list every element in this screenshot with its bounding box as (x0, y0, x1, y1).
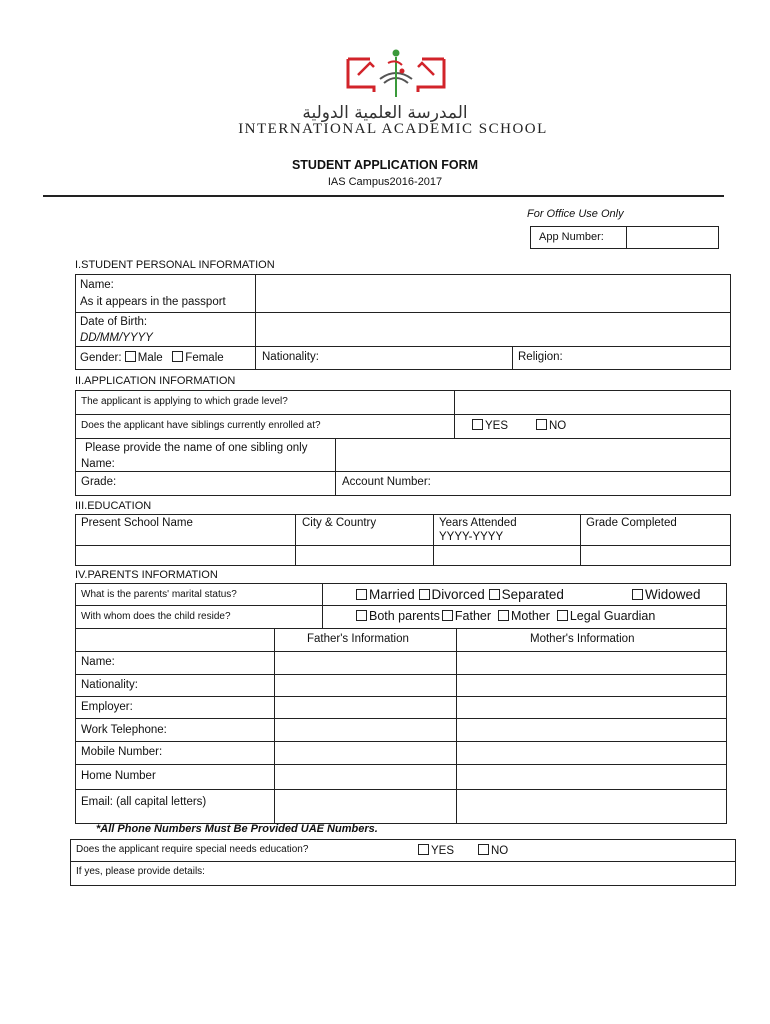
separated-checkbox[interactable] (489, 589, 500, 600)
grade-level-field[interactable] (456, 392, 729, 413)
school-logo (340, 45, 452, 103)
both-parents-checkbox[interactable] (356, 610, 367, 621)
account-number-label: Account Number: (342, 476, 431, 488)
special-yes-label: YES (431, 845, 455, 857)
mother-info-header: Mother's Information (530, 633, 635, 645)
grade-completed-field[interactable] (582, 547, 729, 565)
phone-note: *All Phone Numbers Must Be Provided UAE Numbers. (96, 823, 378, 835)
parent-row-work-telephone: Work Telephone: (81, 724, 167, 736)
special-no-option (478, 844, 508, 858)
parent-row-email: Email: (all capital letters) (81, 796, 207, 808)
grade-level-question: The applicant is applying to which grade level? (81, 396, 288, 407)
reside-options (356, 609, 655, 623)
gender-row (80, 351, 224, 365)
col-present-school: Present School Name (81, 517, 193, 529)
marital-status-question: What is the parents' marital status? (81, 589, 237, 600)
mother-email-field[interactable] (458, 791, 726, 823)
male-label: Male (137, 352, 163, 364)
father-checkbox[interactable] (442, 610, 453, 621)
widowed-option (632, 587, 701, 602)
form-title: STUDENT APPLICATION FORM (291, 158, 479, 172)
sibling-grade-label: Grade: (81, 476, 117, 488)
married-checkbox[interactable] (356, 589, 367, 600)
app-number-field[interactable] (628, 228, 717, 247)
father-name-field[interactable] (276, 653, 455, 673)
col-years-format: YYYY-YYYY (439, 531, 504, 543)
special-needs-question: Does the applicant require special needs education? (76, 844, 309, 855)
dob-field[interactable] (257, 314, 729, 345)
widowed-label: Widowed (645, 587, 701, 602)
school-name-english: INTERNATIONAL ACADEMIC SCHOOL (238, 121, 548, 137)
col-grade-completed: Grade Completed (586, 517, 677, 529)
campus-year: IAS Campus2016-2017 (327, 176, 443, 188)
dob-label: Date of Birth: (80, 316, 148, 328)
widowed-checkbox[interactable] (632, 589, 643, 600)
father-label: Father (454, 609, 492, 623)
years-attended-field[interactable] (435, 547, 578, 565)
father-email-field[interactable] (276, 791, 455, 823)
present-school-field[interactable] (77, 547, 293, 565)
female-label: Female (185, 352, 224, 364)
parent-row-mobile: Mobile Number: (81, 746, 163, 758)
married-label: Married (369, 587, 415, 602)
siblings-no-option (536, 419, 566, 433)
special-no-label: NO (491, 845, 509, 857)
father-info-header: Father's Information (307, 633, 409, 645)
gender-label: Gender: (80, 352, 122, 364)
reside-question: With whom does the child reside? (81, 611, 231, 622)
sibling-instruction: Please provide the name of one sibling only (85, 442, 308, 454)
section-parents-title: IV.PARENTS INFORMATION (75, 569, 218, 581)
school-name-arabic: المدرسة العلمية الدولية (302, 103, 468, 123)
section-personal-title: I.STUDENT PERSONAL INFORMATION (75, 259, 275, 271)
divorced-checkbox[interactable] (419, 589, 430, 600)
mother-name-field[interactable] (458, 653, 726, 673)
siblings-question: Does the applicant have siblings currently enrolled at? (81, 420, 321, 431)
male-checkbox[interactable] (125, 351, 136, 362)
marital-options (356, 587, 564, 602)
section-education-title: III.EDUCATION (75, 500, 152, 512)
special-details-label: If yes, please provide details: (76, 866, 205, 877)
parent-row-home: Home Number (81, 770, 156, 782)
name-label: Name: (80, 279, 114, 291)
both-parents-label: Both parents (369, 609, 440, 623)
office-use-label: For Office Use Only (527, 208, 624, 220)
special-yes-option (418, 844, 454, 858)
section-application-title: II.APPLICATION INFORMATION (75, 375, 236, 387)
header-divider (43, 195, 724, 197)
student-name-field[interactable] (257, 276, 729, 311)
parent-row-nationality: Nationality: (81, 679, 138, 691)
app-number-label: App Number: (539, 231, 604, 243)
dob-format: DD/MM/YYYY (80, 332, 153, 344)
col-city-country: City & Country (302, 517, 377, 529)
col-years-attended: Years Attended (439, 517, 517, 529)
city-country-field[interactable] (297, 547, 431, 565)
parent-row-name: Name: (81, 656, 115, 668)
sibling-name-label: Name: (81, 458, 115, 470)
siblings-yes-checkbox[interactable] (472, 419, 483, 430)
nationality-label: Nationality: (262, 351, 319, 363)
mother-label: Mother (510, 609, 550, 623)
siblings-yes-option (472, 419, 508, 433)
separated-label: Separated (501, 587, 564, 602)
legal-guardian-label: Legal Guardian (569, 609, 656, 623)
parent-row-employer: Employer: (81, 701, 133, 713)
special-no-checkbox[interactable] (478, 844, 489, 855)
siblings-no-label: NO (549, 420, 567, 432)
name-hint: As it appears in the passport (80, 296, 226, 308)
sibling-name-field[interactable] (337, 440, 729, 470)
female-checkbox[interactable] (172, 351, 183, 362)
mother-checkbox[interactable] (498, 610, 509, 621)
legal-guardian-checkbox[interactable] (557, 610, 568, 621)
religion-label: Religion: (518, 351, 563, 363)
special-yes-checkbox[interactable] (418, 844, 429, 855)
special-details-field[interactable] (260, 863, 734, 884)
siblings-yes-label: YES (485, 420, 509, 432)
siblings-no-checkbox[interactable] (536, 419, 547, 430)
divorced-label: Divorced (431, 587, 485, 602)
